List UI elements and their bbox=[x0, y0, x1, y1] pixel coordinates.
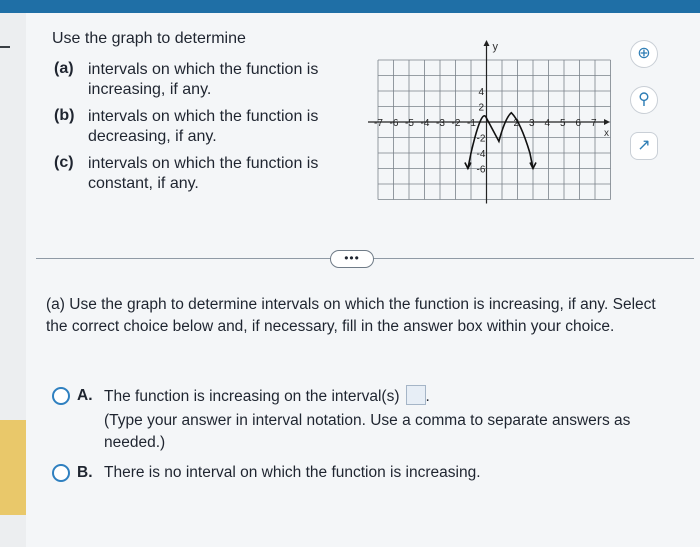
prompt-item-label: (b) bbox=[54, 107, 75, 124]
y-tick-label: 4 bbox=[478, 87, 485, 98]
x-tick-label: 5 bbox=[560, 118, 566, 129]
y-tick-label: -4 bbox=[476, 149, 486, 160]
y-axis-label: y bbox=[492, 41, 498, 53]
prompt-item-label: (a) bbox=[54, 60, 74, 77]
x-tick-label: 2 bbox=[513, 118, 520, 129]
choice-b-text: There is no interval on which the function is increasing. bbox=[104, 464, 481, 481]
zoom-out-icon[interactable]: ⚲ bbox=[630, 86, 658, 114]
left-tick-mark bbox=[0, 46, 10, 48]
y-tick-label: -6 bbox=[476, 164, 486, 176]
prompt-item-b bbox=[54, 107, 334, 147]
prompt-item-text: intervals on which the function is constant, if any. bbox=[88, 155, 319, 192]
more-button[interactable]: ••• bbox=[330, 250, 374, 268]
choice-note: (Type your answer in interval notation. Use a comma to separate answers as needed.) bbox=[104, 412, 631, 451]
x-tick-label: -4 bbox=[420, 118, 430, 129]
prompt-item-c bbox=[54, 154, 334, 194]
prompt-item-a bbox=[54, 60, 334, 100]
x-tick-label: -7 bbox=[374, 118, 383, 129]
left-highlight-bar bbox=[0, 420, 26, 515]
top-banner bbox=[0, 0, 700, 13]
x-tick-label: -5 bbox=[405, 118, 414, 129]
choice-letter: A. bbox=[77, 387, 93, 404]
x-tick-label: 3 bbox=[529, 118, 535, 129]
function-graph[interactable] bbox=[368, 36, 628, 206]
radio-a[interactable] bbox=[52, 387, 70, 405]
prompt-list bbox=[54, 60, 334, 201]
x-tick-label: -6 bbox=[389, 118, 399, 129]
x-tick-label: -2 bbox=[451, 118, 461, 129]
choice-text bbox=[104, 385, 664, 454]
answer-input[interactable] bbox=[406, 385, 426, 405]
y-tick-label: -2 bbox=[476, 133, 486, 145]
choice-a-text: The function is increasing on the interval(s) bbox=[104, 388, 400, 405]
prompt-item-text: intervals on which the function is decreasing, if any. bbox=[88, 108, 319, 145]
x-tick-label: 4 bbox=[544, 118, 551, 129]
choice-letter: B. bbox=[77, 464, 93, 481]
graph-canvas bbox=[368, 36, 628, 206]
x-tick-label: -1 bbox=[467, 118, 476, 129]
x-axis-arrow bbox=[604, 119, 610, 125]
question-text: (a) Use the graph to determine intervals on which the function is increasing, if any. Select the correct choice below and, if necessary, fill in the answer box within your choice. bbox=[46, 296, 656, 335]
prompt-intro: Use the graph to determine bbox=[52, 30, 246, 47]
x-axis-label: x bbox=[604, 128, 609, 139]
x-tick-label: -3 bbox=[436, 118, 445, 129]
popout-icon[interactable]: ↗ bbox=[630, 132, 658, 160]
y-tick-label: 2 bbox=[478, 102, 485, 114]
x-tick-label: 6 bbox=[575, 118, 582, 129]
prompt-item-label: (c) bbox=[54, 154, 74, 171]
zoom-in-icon[interactable]: ⊕ bbox=[630, 40, 658, 68]
x-tick-label: 7 bbox=[591, 118, 597, 129]
choice-a-after: . bbox=[425, 388, 430, 405]
radio-b[interactable] bbox=[52, 464, 70, 482]
prompt-item-text: intervals on which the function is increasing, if any. bbox=[88, 61, 319, 98]
y-axis-arrow bbox=[484, 40, 490, 46]
